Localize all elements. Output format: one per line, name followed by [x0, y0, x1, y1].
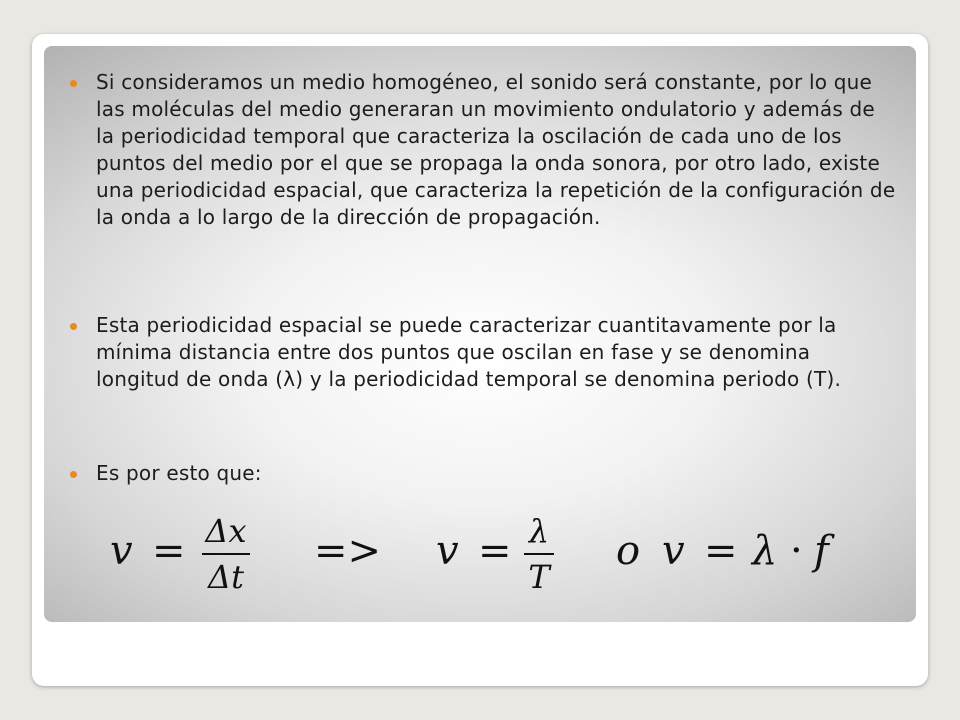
formula-v: v	[436, 528, 459, 574]
formula-equals: =	[152, 528, 186, 574]
formula-numerator: Δx	[205, 512, 247, 550]
formula-numerator: λ	[528, 512, 550, 550]
velocity-formula	[106, 508, 866, 598]
bullet-item-1	[96, 69, 896, 231]
formula-f: f	[814, 528, 829, 574]
bullet-dot-icon	[70, 471, 77, 478]
bullet-text: Esta periodicidad espacial se puede caracterizar cuantitavamente por la mínima distancia entre dos puntos que oscilan en fase y se denomina longitud de onda (λ) y la periodicidad temporal se denomina periodo (T).	[96, 313, 842, 391]
formula-denominator: T	[528, 558, 550, 596]
formula-denominator: Δt	[208, 558, 244, 596]
formula-equals: =	[704, 528, 738, 574]
formula-or: o	[616, 528, 641, 574]
formula-equals: =	[478, 528, 512, 574]
formula-lambda: λ	[752, 528, 778, 574]
formula-v: v	[110, 528, 133, 574]
bullet-item-2	[96, 312, 896, 393]
bullet-text: Es por esto que:	[96, 461, 262, 485]
formula-dot: ·	[790, 528, 803, 574]
bullet-dot-icon	[70, 323, 77, 330]
formula-implies: =>	[314, 528, 382, 574]
formula-v: v	[662, 528, 685, 574]
bullet-text: Si consideramos un medio homogéneo, el sonido será constante, por lo que las moléculas del medio generaran un movimiento ondulatorio y además de la periodicidad temporal que caracteriza la oscilación de cada uno de los puntos del medio por el que se propaga la onda sonora, por otro lado, existe una periodicidad espacial, que caracteriza la repetición de la configuración de la onda a lo largo de la dirección de propagación.	[96, 70, 896, 229]
bullet-item-3	[96, 460, 896, 487]
bullet-dot-icon	[70, 80, 77, 87]
